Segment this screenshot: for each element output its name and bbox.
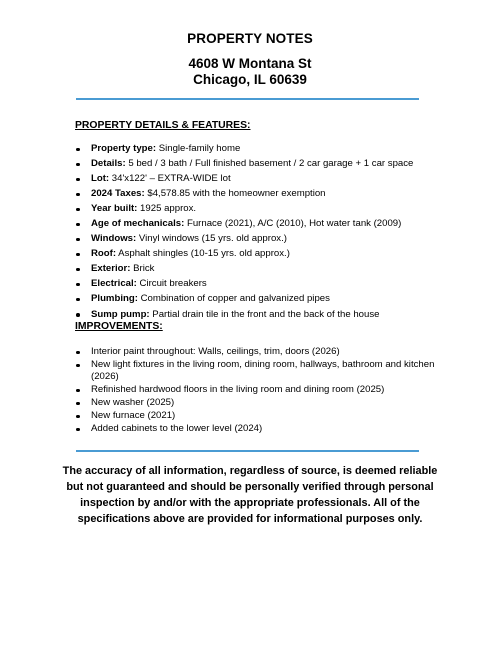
details-value: Brick bbox=[130, 263, 155, 275]
address-city: Chicago, IL 60639 bbox=[193, 72, 307, 87]
improvements-heading: IMPROVEMENTS: bbox=[75, 321, 163, 332]
improvement-item: New washer (2025) bbox=[75, 397, 435, 409]
details-label: Electrical: bbox=[91, 278, 137, 290]
details-label: Roof: bbox=[91, 248, 117, 260]
details-value: 1925 approx. bbox=[137, 203, 197, 215]
details-item-details bbox=[75, 158, 435, 170]
details-item-electrical bbox=[75, 278, 435, 290]
details-label: Sump pump: bbox=[91, 308, 150, 320]
details-value: 34'x122' – EXTRA-WIDE lot bbox=[109, 173, 231, 185]
details-value: Combination of copper and galvanized pipes bbox=[137, 293, 330, 305]
top-divider bbox=[76, 98, 419, 100]
details-list bbox=[75, 143, 435, 324]
details-label: Plumbing: bbox=[91, 293, 138, 305]
details-value: Circuit breakers bbox=[136, 278, 207, 290]
improvement-item: New furnace (2021) bbox=[75, 410, 435, 422]
details-item-mechanicals bbox=[75, 218, 435, 230]
details-value: $4,578.85 with the homeowner exemption bbox=[144, 188, 326, 200]
details-label: Year built: bbox=[91, 203, 138, 215]
details-value: Single-family home bbox=[156, 143, 241, 154]
details-item-exterior bbox=[75, 263, 435, 275]
details-value: Furnace (2021), A/C (2010), Hot water tank (2009) bbox=[184, 218, 402, 230]
details-item-lot bbox=[75, 173, 435, 185]
details-item-windows bbox=[75, 233, 435, 245]
details-label: Details: bbox=[91, 158, 126, 170]
details-heading: PROPERTY DETAILS & FEATURES: bbox=[75, 120, 251, 131]
details-item-sump-pump bbox=[75, 309, 435, 321]
details-label: Age of mechanicals: bbox=[91, 218, 185, 230]
details-value: Partial drain tile in the front and the back of the house bbox=[149, 308, 380, 320]
address-street: 4608 W Montana St bbox=[188, 56, 312, 71]
details-item-roof bbox=[75, 248, 435, 260]
improvement-item: Refinished hardwood floors in the living room and dining room (2025) bbox=[75, 384, 435, 396]
details-value: Vinyl windows (15 yrs. old approx.) bbox=[136, 233, 287, 245]
improvements-list bbox=[75, 346, 435, 436]
details-label: Windows: bbox=[91, 233, 137, 245]
improvement-item: Interior paint throughout: Walls, ceilings, trim, doors (2026) bbox=[75, 346, 435, 358]
document-title: PROPERTY NOTES bbox=[187, 31, 313, 46]
details-item-year-built bbox=[75, 203, 435, 215]
property-address bbox=[0, 56, 500, 88]
details-label: Property type: bbox=[91, 143, 157, 154]
bottom-divider bbox=[76, 450, 419, 452]
details-item-plumbing bbox=[75, 293, 435, 305]
details-value: 5 bed / 3 bath / Full finished basement / 2 car garage + 1 car space bbox=[125, 158, 414, 170]
details-label: Exterior: bbox=[91, 263, 131, 275]
details-value: Asphalt shingles (10-15 yrs. old approx.) bbox=[116, 248, 290, 260]
details-item-taxes bbox=[75, 188, 435, 200]
improvement-item: New light fixtures in the living room, dining room, hallways, bathroom and kitchen (2026) bbox=[75, 359, 435, 383]
details-item-property-type bbox=[75, 143, 435, 155]
details-label: Lot: bbox=[91, 173, 110, 185]
disclaimer-text: The accuracy of all information, regardless of source, is deemed reliable but not guaranteed and should be personally verified through personal inspection by and/or with the appropriate professionals. All of the specifications above are provided for informational purposes only. bbox=[62, 465, 438, 525]
details-label: 2024 Taxes: bbox=[91, 188, 145, 200]
improvement-item: Added cabinets to the lower level (2024) bbox=[75, 423, 435, 435]
